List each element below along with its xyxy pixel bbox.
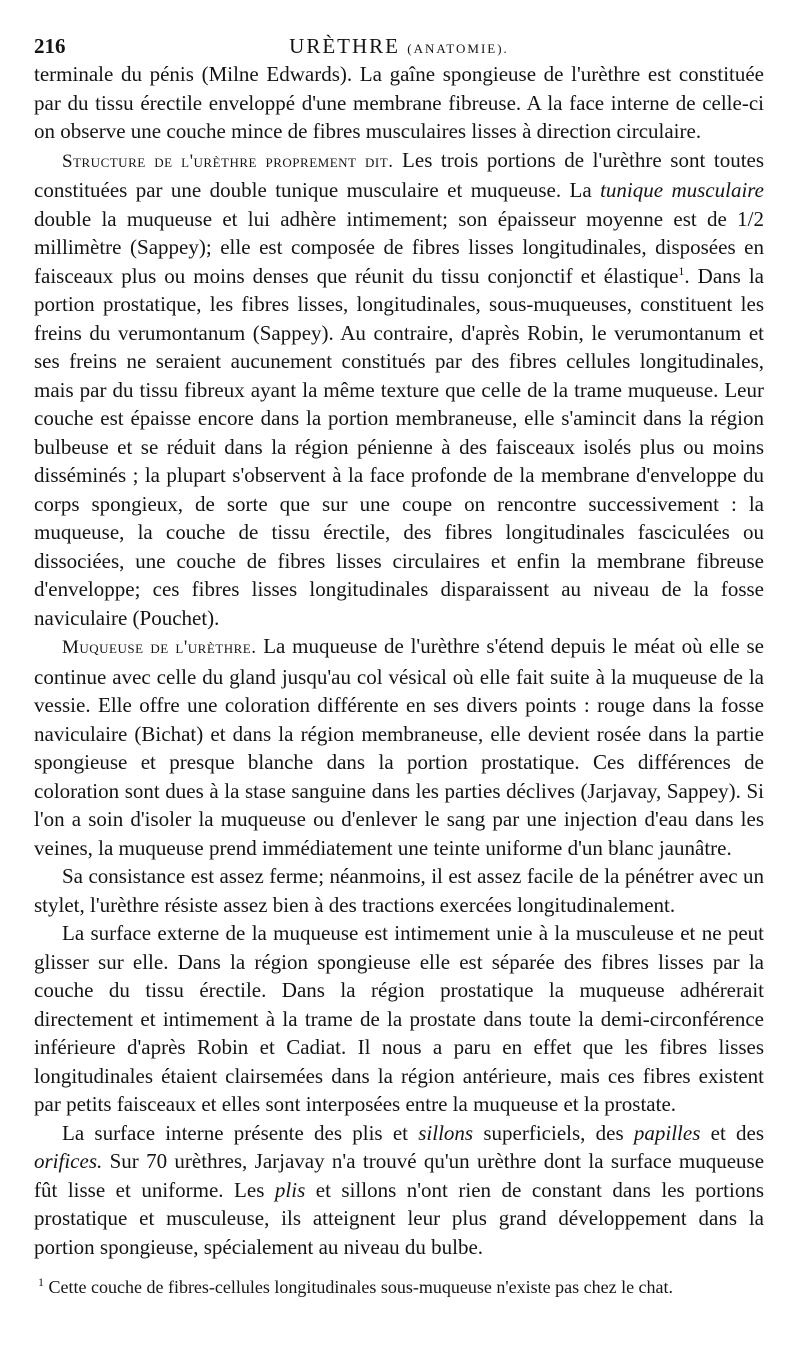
body-text bbox=[34, 60, 764, 1261]
paragraph-text: La surface interne présente des plis et bbox=[62, 1120, 408, 1145]
footnote-text: Cette couche de fibres-cellules longitudinales sous-muqueuse n'existe pas chez le chat. bbox=[48, 1277, 674, 1297]
paragraph-muqueuse bbox=[34, 632, 764, 862]
paragraph-continuation: terminale du pénis (Milne Edwards). La gaîne spongieuse de l'urèthre est constituée par du tissu érectile enveloppé d'une membrane fibreuse. A la face interne de celle-ci on observe une couche mince de fibres musculaires lisses à direction circulaire. bbox=[34, 62, 764, 143]
paragraph-text: Sur 70 urèthres, Jarjavay n'a trouvé qu'un urèthre dont la surface muqueuse fût lisse et uniforme. Les bbox=[34, 1149, 765, 1202]
paragraph-surface-interne bbox=[34, 1119, 764, 1262]
running-title-main: URÈTHRE bbox=[289, 34, 400, 58]
page-number: 216 bbox=[34, 34, 66, 58]
paragraph-text: et sillons n'ont rien de constant dans les portions prostatique et musculeuse, ils atteignent leur plus grand développement dans la portion spongieuse, spécialement au niveau du bulbe. bbox=[34, 1177, 765, 1259]
italic-term: plis bbox=[274, 1177, 306, 1202]
section-heading-muqueuse: Muqueuse de l'urèthre. bbox=[62, 637, 257, 658]
paragraph-text: double la muqueuse et lui adhère intimement; son épaisseur moyenne est de 1/2 millimètre (Sappey); elle est composée de fibres lisses longitudinales, disposées en faisceaux plus ou moins denses que réunit du tissu conjonctif et élastique bbox=[34, 206, 764, 288]
paragraph-text: La muqueuse de l'urèthre s'étend depuis le méat où elle se continue avec celle du gland jusqu'au col vésical où elle fait suite à la muqueuse de la vessie. Elle offre une coloration différente en ses divers points : rouge dans la fosse naviculaire (Bichat) et dans la région membraneuse, elle devient rosée dans la partie spongieuse et presque blanche dans la portion prostatique. Ces différences de coloration sont dues à la stase sanguine dans les parties déclives (Jarjavay, Sappey). Si l'on a soin d'isoler la muqueuse ou d'enlever le sang par une injection d'eau dans les veines, la muqueuse prend immédiatement une teinte uniforme d'un blanc jaunâtre. bbox=[34, 634, 764, 860]
running-title bbox=[34, 34, 764, 59]
footnote-marker: 1 bbox=[38, 1275, 44, 1289]
paragraph-text: et des bbox=[710, 1120, 765, 1145]
section-heading-structure: Structure de l'urèthre proprement dit. bbox=[62, 150, 394, 172]
paragraph-text: Les trois portions de l'urèthre sont toutes constituées par une double tunique musculaire et muqueuse. La bbox=[34, 147, 765, 202]
italic-term: sillons bbox=[418, 1120, 474, 1145]
italic-term: tunique musculaire bbox=[600, 178, 764, 202]
paragraph-text: superficiels, des bbox=[483, 1120, 624, 1145]
running-head bbox=[34, 30, 764, 60]
paragraph-consistance: Sa consistance est assez ferme; néanmoins, il est assez facile de la pénétrer avec un stylet, l'urèthre résiste assez bien à des tractions exercées longitudinalement. bbox=[34, 864, 764, 917]
running-title-sub: (ANATOMIE). bbox=[407, 41, 509, 56]
paragraph-structure bbox=[34, 146, 764, 633]
italic-term: orifices. bbox=[34, 1149, 103, 1173]
paragraph-surface-externe: La surface externe de la muqueuse est intimement unie à la musculeuse et ne peut glisser sur elle. Dans la région spongieuse elle est séparée des fibres lisses par la couche du tissu érectile. Dans la région prostatique la muqueuse adhérerait directement et intimement à la trame de la prostate dans toute la demi-circonférence inférieure d'après Robin et Cadiat. Il nous a paru en effet que les fibres lisses longitudinales étaient clairsemées dans la région antérieure, mais ces fibres existent par petits faisceaux et elles sont interposées entre la muqueuse et la prostate. bbox=[34, 921, 764, 1116]
paragraph-text: . Dans la portion prostatique, les fibres lisses, longitudinales, sous-muqueuses, constituent les freins du verumontanum (Sappey). Au contraire, d'après Robin, le verumontanum et ses freins ne seraient aucunement constitués par des fibres cellules longitudinales, mais par du tissu fibreux ayant la même texture que celle de la trame muqueuse. Leur couche est épaisse encore dans la portion membraneuse, elle s'amincit dans la région bulbeuse et se réduit dans la région pénienne à des faisceaux isolés plus ou moins disséminés ; la plupart s'observent à la face profonde de la membrane d'enveloppe du corps spongieux, de sorte que sur une coupe on rencontre successivement : la muqueuse, la couche de tissu érectile, des fibres longitudinales fasciculées ou dissociées, une couche de fibres lisses circulaires et enfin la membrane fibreuse d'enveloppe; ces fibres lisses longitudinales disparaissent au niveau de la fosse naviculaire (Pouchet). bbox=[34, 263, 764, 630]
italic-term: papilles bbox=[633, 1120, 701, 1145]
footnote bbox=[34, 1275, 764, 1299]
footnote-reference: 1 bbox=[678, 263, 685, 278]
